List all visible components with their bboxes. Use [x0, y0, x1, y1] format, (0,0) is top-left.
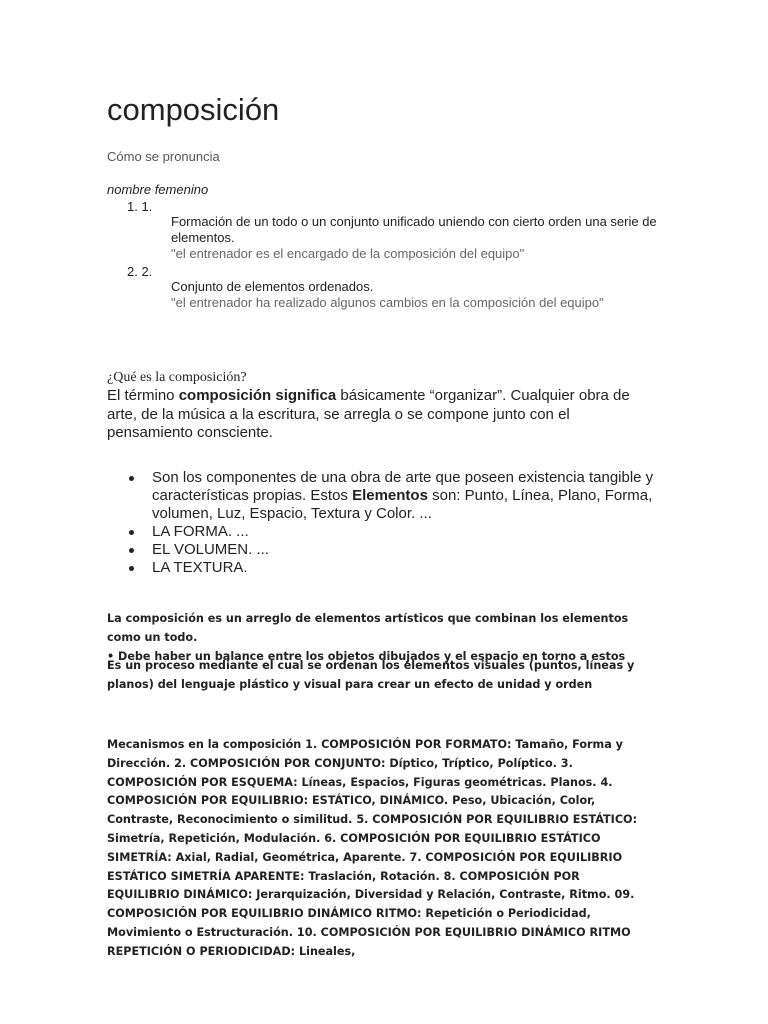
elements-bullet-list — [107, 469, 667, 577]
sense-item — [107, 199, 667, 262]
bullet-icon — [129, 476, 134, 481]
part-of-speech: nombre femenino — [107, 182, 209, 197]
list-item — [107, 469, 667, 523]
intro-bold-text: composición significa — [178, 387, 337, 404]
paragraph-line: • Debe haber un balance entre los objetos dibujados y el espacio en torno a estos — [107, 649, 626, 663]
sense-example: "el entrenador ha realizado algunos cambios en la composición del equipo" — [171, 295, 604, 310]
list-item-text: Son los componentes de una obra de arte que poseen existencia tangible y características propias. Estos — [152, 469, 654, 504]
list-item-text: son: Punto, Línea, Plano, Forma, volumen, Luz, Espacio, Textura y Color. ... — [152, 487, 653, 522]
sense-example: "el entrenador es el encargado de la composición del equipo" — [171, 246, 525, 261]
section-question: ¿Qué es la composición? — [107, 370, 247, 385]
bullet-icon — [129, 548, 134, 553]
list-item — [107, 541, 667, 559]
intro-text: básicamente “organizar”. Cualquier obra de arte, de la música a la escritura, se arregla o se compone junto con el pensamiento consciente. — [107, 387, 630, 441]
paragraph-line: La composición es un arreglo de elementos artísticos que combinan los elementos como un todo. — [107, 612, 629, 644]
intro-paragraph — [107, 387, 647, 443]
list-item-text: LA FORMA. ... — [152, 523, 249, 540]
list-item — [107, 559, 667, 577]
bullet-icon — [129, 530, 134, 535]
intro-text: El término — [107, 387, 179, 404]
sense-number: 1. 1. — [127, 199, 153, 214]
pronunciation-label: Cómo se pronuncia — [107, 149, 220, 164]
list-item-text: LA TEXTURA. — [152, 559, 248, 576]
definition-list — [107, 199, 667, 311]
sense-item — [107, 264, 667, 311]
list-item-bold-text: Elementos — [352, 487, 428, 504]
list-item-text: EL VOLUMEN. ... — [152, 541, 269, 558]
mechanisms-paragraph: Mecanismos en la composición 1. COMPOSICIÓN POR FORMATO: Tamaño, Forma y Dirección. 2. COMPOSICIÓN POR CONJUNTO: Díptico, Tríptico, Políptico. 3. COMPOSICIÓN POR ESQUEMA: Líneas, Espacios, Figuras geométricas. Planos. 4. COMPOSICIÓN POR EQUILIBRIO: ESTÁTICO, DINÁMICO. Peso, Ubicación, Color, Contraste, Reconocimiento o similitud. 5. COMPOSICIÓN POR EQUILIBRIO ESTÁTICO: Simetría, Repetición, Modulación. 6. COMPOSICIÓN POR EQUILIBRIO ESTÁTICO SIMETRÍA: Axial, Radial, Geométrica, Aparente. 7. COMPOSICIÓN POR EQUILIBRIO ESTÁTICO SIMETRÍA APARENTE: Traslación, Rotación. 8. COMPOSICIÓN POR EQUILIBRIO DINÁMICO: Jerarquización, Diversidad y Relación, Contraste, Ritmo. 09. COMPOSICIÓN POR EQUILIBRIO DINÁMICO RITMO: Repetición o Periodicidad, Movimiento o Estructuración. 10. COMPOSICIÓN POR EQUILIBRIO DINÁMICO RITMO REPETICIÓN O PERIODICIDAD: Lineales, — [107, 738, 638, 958]
list-item — [107, 523, 667, 541]
sense-definition: Formación de un todo o un conjunto unificado uniendo con cierto orden una serie de elementos. — [171, 214, 657, 245]
page-title: composición — [107, 92, 280, 127]
sense-definition: Conjunto de elementos ordenados. — [171, 279, 374, 294]
bullet-icon — [129, 566, 134, 571]
process-paragraph: Es un proceso mediante el cual se ordenan los elementos visuales (puntos, líneas y planos) del lenguaje plástico y visual para crear un efecto de unidad y orden — [107, 659, 635, 691]
sense-number: 2. 2. — [127, 264, 153, 279]
